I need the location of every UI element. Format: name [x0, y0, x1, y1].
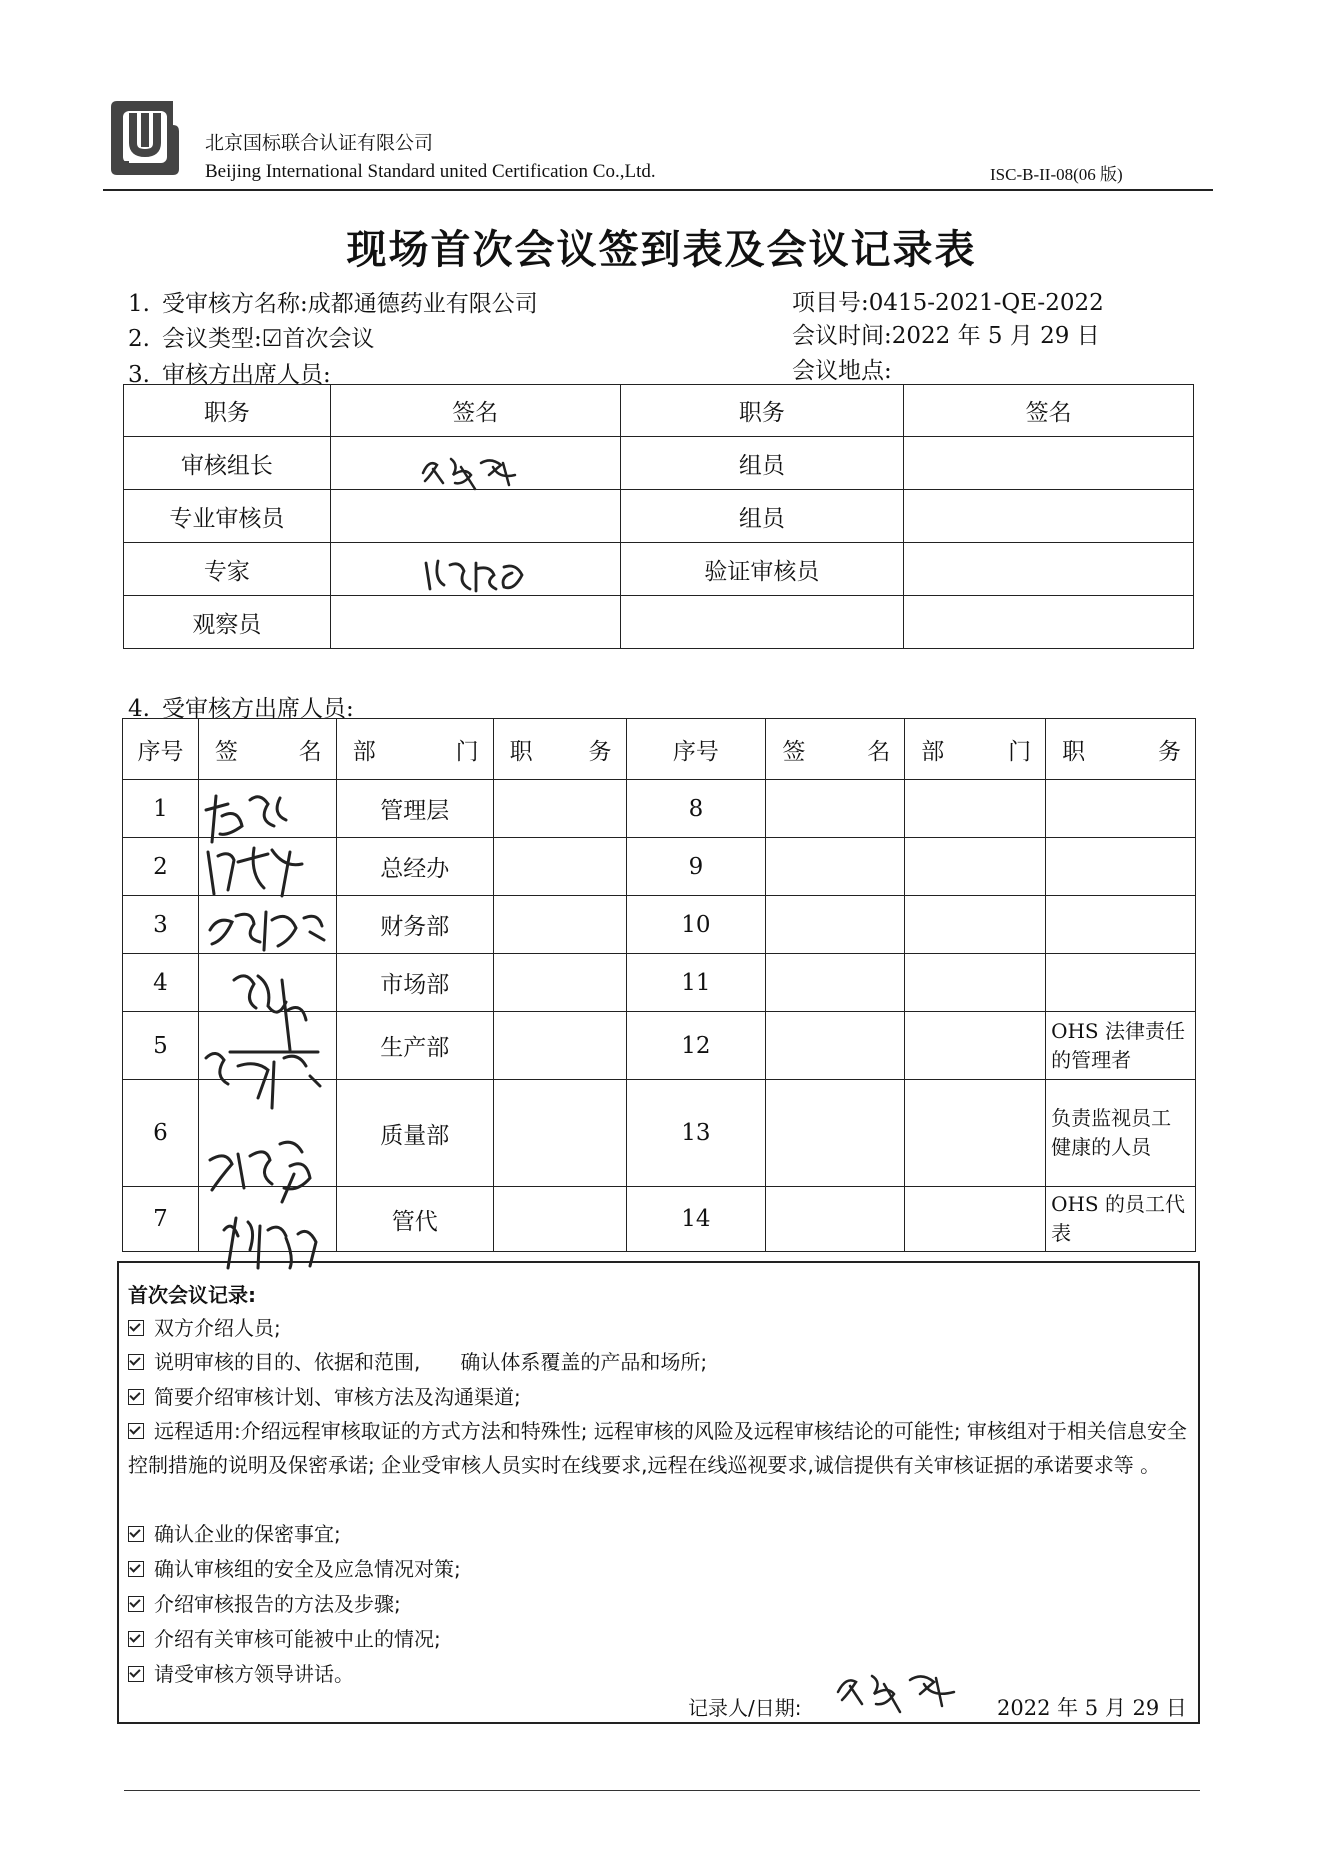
table-row: 3 财务部 10	[123, 896, 1196, 954]
table-row: 2 总经办 9	[123, 838, 1196, 896]
table-row: 7 管代 14 OHS 的员工代表	[123, 1187, 1196, 1252]
record-item: 确认审核组的安全及应急情况对策;	[128, 1553, 1190, 1585]
checkbox-checked-icon	[128, 1526, 144, 1542]
table-row: 观察员	[124, 596, 1194, 649]
signature-cell	[766, 1187, 905, 1252]
table-header-row: 序号 签 名 部 门 职 务 序号 签 名 部 门 职 务	[123, 719, 1196, 780]
record-item: 介绍有关审核可能被中止的情况;	[128, 1623, 1190, 1655]
signature-cell	[766, 838, 905, 896]
meeting-type-line: 2. 会议类型:☑首次会议	[128, 326, 375, 352]
checkbox-icon: ☑	[261, 326, 283, 352]
table-row: 5 生产部 12 OHS 法律责任的管理者	[123, 1012, 1196, 1080]
header-divider	[103, 189, 1213, 191]
signature-cell	[198, 896, 336, 954]
auditor-attendees-label: 3. 审核方出席人员:	[128, 362, 331, 388]
meeting-time: 会议时间:2022 年 5 月 29 日	[792, 323, 1100, 349]
record-date: 2022 年 5 月 29 日	[997, 1696, 1187, 1720]
signature-cell	[330, 437, 620, 490]
checkbox-checked-icon	[128, 1561, 144, 1577]
signature-cell	[766, 1012, 905, 1080]
signature-cell	[904, 543, 1194, 596]
table-row: 审核组长 组员	[124, 437, 1194, 490]
certification-logo-icon	[103, 95, 187, 181]
table-row: 4 市场部 11	[123, 954, 1196, 1012]
table-header-row: 职务 签名 职务 签名	[124, 385, 1194, 437]
project-number: 项目号:0415-2021-QE-2022	[792, 290, 1104, 316]
record-item: 远程适用:介绍远程审核取证的方式方法和特殊性; 远程审核的风险及远程审核结论的可能性; 审核组对于相关信息安全控制措施的说明及保密承诺; 企业受审核人员实时在线要求,远程在线巡视要求,诚信提供有关审核证据的承诺要求等 。	[128, 1419, 1187, 1477]
record-item: 介绍审核报告的方法及步骤;	[128, 1588, 1190, 1620]
signature-cell	[198, 838, 336, 896]
auditee-name-line: 1. 受审核方名称:成都通德药业有限公司	[128, 291, 538, 317]
signature-cell	[198, 1080, 336, 1187]
signature-cell	[766, 896, 905, 954]
checkbox-checked-icon	[128, 1320, 144, 1336]
checkbox-checked-icon	[128, 1666, 144, 1682]
signature-cell	[330, 490, 620, 543]
signature-cell	[198, 954, 336, 1012]
signature-cell	[904, 490, 1194, 543]
record-item: 说明审核的目的、依据和范围, 确认体系覆盖的产品和场所;	[128, 1346, 1190, 1378]
signature-cell	[198, 780, 336, 838]
auditor-attendance-table	[123, 384, 1194, 649]
record-item: 确认企业的保密事宜;	[128, 1518, 1190, 1550]
signature-cell	[766, 780, 905, 838]
record-title: 首次会议记录:	[128, 1283, 256, 1307]
company-name-en: Beijing International Standard united Certification Co.,Ltd.	[205, 161, 656, 182]
record-item: 双方介绍人员;	[128, 1312, 1190, 1344]
checkbox-checked-icon	[128, 1631, 144, 1647]
signature-cell	[766, 954, 905, 1012]
checkbox-checked-icon	[128, 1423, 144, 1439]
company-name-cn: 北京国标联合认证有限公司	[205, 132, 434, 154]
meeting-place: 会议地点:	[792, 358, 892, 384]
table-row: 专业审核员 组员	[124, 490, 1194, 543]
signature-cell	[904, 437, 1194, 490]
table-row: 专家 验证审核员	[124, 543, 1194, 596]
checkbox-checked-icon	[128, 1354, 144, 1370]
checkbox-checked-icon	[128, 1389, 144, 1405]
signature-cell	[766, 1080, 905, 1187]
table-row: 6 质量部 13 负责监视员工健康的人员	[123, 1080, 1196, 1187]
auditee-name: 成都通德药业有限公司	[307, 291, 538, 317]
auditee-attendees-label: 4. 受审核方出席人员:	[128, 696, 354, 722]
footer-divider	[124, 1790, 1200, 1791]
auditee-attendance-table	[122, 718, 1196, 1252]
page-title: 现场首次会议签到表及会议记录表	[346, 227, 977, 273]
table-row: 1 管理层 8	[123, 780, 1196, 838]
signature-cell	[198, 1012, 336, 1080]
signature-cell	[330, 596, 620, 649]
signature-cell	[330, 543, 620, 596]
document-number: ISC-B-II-08(06 版)	[990, 165, 1123, 184]
checkbox-checked-icon	[128, 1596, 144, 1612]
recorder-label: 记录人/日期:	[688, 1696, 802, 1720]
record-item: 简要介绍审核计划、审核方法及沟通渠道;	[128, 1381, 1190, 1413]
signature-cell	[198, 1187, 336, 1252]
record-item: 请受审核方领导讲话。	[128, 1658, 1190, 1690]
